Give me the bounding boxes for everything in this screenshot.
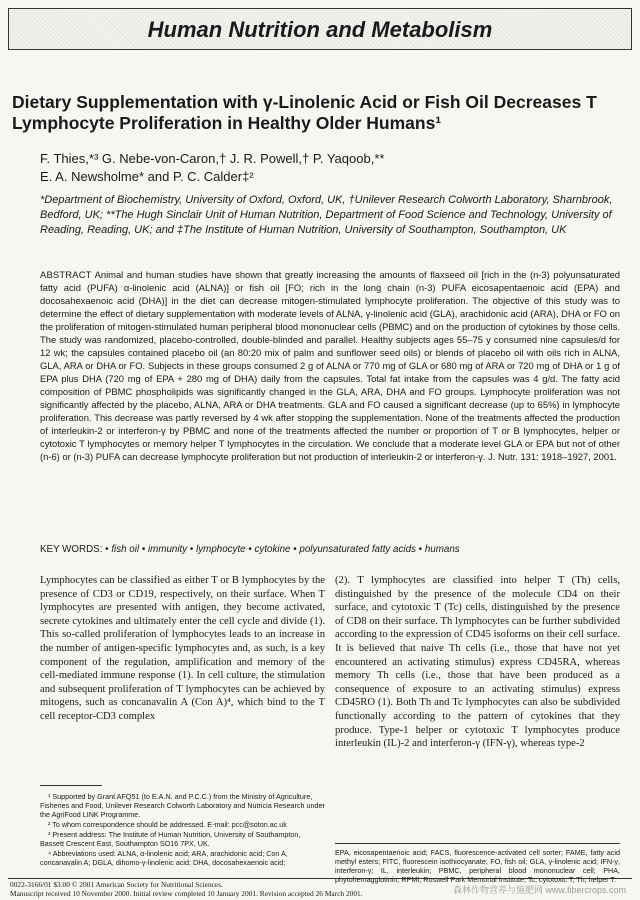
footnote: ² To whom correspondence should be addressed. E-mail: pcc@soton.ac.uk: [48, 820, 287, 829]
footnote: ³ Present address: The Institute of Human Nutrition, University of Southampton, Bassett Crescent East, Southampton SO16 7PX, UK.: [40, 830, 301, 848]
article-title: Dietary Supplementation with γ-Linolenic Acid or Fish Oil Decreases T Lymphocyte Proliferation in Healthy Older Humans¹: [12, 92, 597, 133]
keyword: fish oil: [111, 544, 140, 555]
body-column-left: Lymphocytes can be classified as either T or B lymphocytes by the presence of CD3 or CD19, respectively, on their surface. When T lymphocytes are presented with antigen, they become activated, secrete cytokines and ultimately enter the cell cycle and divide (1). This so-called proliferation of lymphocytes leads to an increase in the number of antigen-specific lymphocytes and, as such, is a key component of the regulation, amplification and memory of the cell-mediated immune response (1). In cell culture, the stimulation and subsequent proliferation of T lymphocytes can be achieved by mitogens, such as concanavalin A (Con A)⁴, which bind to the T cell receptor-CD3 complex: [40, 575, 325, 722]
abstract: [40, 268, 620, 463]
watermark: 森林作物营养与施肥网 www.fibercrops.com: [452, 885, 626, 895]
keyword: polyunsaturated fatty acids: [299, 544, 416, 555]
abstract-text: Animal and human studies have shown that greatly increasing the amounts of flaxseed oil [rich in the (n-3) polyunsaturated fatty acid (PUFA) α-linolenic acid (ALNA)] or fish oil [FO; rich in the long chain (n-3) PUFA eicosapentaenoic acid (EPA) and docosahexaenoic acid (DHA)] in the diet can decrease mitogen-stimulated lymphocyte proliferation. The objective of this study was to determine the effect of dietary supplementation with moderate levels of ALNA, γ-linolenic acid (GLA), arachidonic acid (ARA), DHA or FO on the proliferation of mitogen-stimulated human peripheral blood mononuclear cells (PBMC) and on the production of cytokines by those cells. The study was randomized, placebo-controlled, double-blinded and parallel. Healthy subjects ages 55–75 y consumed nine capsules/d for 12 wk; the capsules contained placebo oil (an 80:20 mix of palm and sunflower seed oils) or blends of placebo oil with oils rich in ALNA, GLA, ARA or DHA or FO. Subjects in these groups consumed 2 g of ALNA or 770 mg of GLA or 680 mg of ARA or 720 mg of DHA or 1 g of EPA plus DHA (720 mg of EPA + 280 mg of DHA) daily from the capsules. Total fat intake from the capsules was 4 g/d. The fatty acid composition of PBMC phospholipids was significantly changed in the GLA, ARA, DHA and FO groups. Lymphocyte proliferation was not significantly affected by the placebo, ALNA, ARA or DHA treatments. GLA and FO caused a significant decrease (up to 65%) in lymphocyte proliferation. This decrease was partly reversed by 4 wk after stopping the supplementation. None of the treatments affected the production of interleukin-2 or interferon-γ by PBMC and none of the treatments affected the number or proportion of T or B lymphocytes, helper or cytotoxic T lymphocytes or memory helper T lymphocytes in the circulation. We conclude that a moderate level GLA or EPA but not of other (n-6) or (n-3) PUFA can decrease lymphocyte proliferation but not production of interleukin-2 or interferon-γ.: [40, 269, 620, 462]
journal-banner: [8, 8, 632, 50]
affiliations: *Department of Biochemistry, University of Oxford, Oxford, UK, †Unilever Research Colworth Laboratory, Sharnbrook, Bedford, UK; **The Hugh Sinclair Unit of Human Nutrition, Department of Food Science and Technology, University of Reading, Reading, UK; and ‡The Institute of Human Nutrition, University of Southampton, Southampton, UK: [40, 194, 613, 236]
keywords-label: KEY WORDS:: [40, 544, 103, 555]
abstract-citation: J. Nutr. 131: 1918–1927, 2001.: [488, 451, 617, 462]
abstract-label: ABSTRACT: [40, 269, 92, 280]
manuscript-dates: Manuscript received 10 November 2000. Initial review completed 10 January 2001. Revision accepted 26 March 2001.: [10, 889, 363, 898]
authors-line-2: E. A. Newsholme* and P. C. Calder‡²: [40, 169, 254, 184]
authors-line-1: F. Thies,*³ G. Nebe-von-Caron,† J. R. Powell,† P. Yaqoob,**: [40, 151, 385, 166]
journal-title: Human Nutrition and Metabolism: [147, 17, 493, 42]
footnote: ¹ Supported by Grant AFQ51 (to E.A.N. and P.C.C.) from the Ministry of Agriculture, Fisheries and Food, Unilever Research Colworth Laboratory and Nutricia Research under the AgriFood LINK Programme.: [40, 792, 325, 819]
keyword: cytokine: [254, 544, 291, 555]
footnote-divider: [40, 785, 102, 786]
footnotes: [40, 792, 325, 868]
keyword: immunity: [147, 544, 188, 555]
copyright-line: 0022-3166/01 $3.00 © 2001 American Society for Nutritional Sciences.: [10, 880, 223, 889]
keywords: KEY WORDS: • fish oil • immunity • lymphocyte • cytokine • polyunsaturated fatty acids • humans: [40, 544, 460, 555]
abbreviations-continued: EPA, eicosapentaenoic acid; FACS, fluorescence-activated cell sorter; FAME, fatty acid methyl esters; FITC, fluorescein isothiocyanate; FO, fish oil; GLA, γ-linolenic acid; IFN-γ, interferon-γ; IL, interleukin; PBMC, peripheral blood mononuclear cell; PHA, phytohemagglutinin; RPMI, Roswell Park Memorial Institute; Tc, cytotoxic T; Th, helper T.: [335, 848, 620, 884]
abbreviations-divider: [335, 843, 620, 844]
keyword: lymphocyte: [196, 544, 246, 555]
keyword: humans: [424, 544, 460, 555]
footnote: ⁴ Abbreviations used: ALNA, α-linolenic acid; ARA, arachidonic acid; Con A, concanavalin A; DGLA, dihomo-γ-linolenic acid; DHA, docosahexaenoic acid;: [40, 849, 288, 867]
bottom-divider: [8, 878, 632, 879]
author-list: [40, 150, 620, 186]
body-column-right: (2). T lymphocytes are classified into helper T (Th) cells, distinguished by the presence of the molecule CD4 on their surface, and cytotoxic T (Tc) cells, distinguished by the presence of CD8 on their surface. Th lymphocytes can be further subdivided according to the expression of CD45 isoforms on their cell surface. It is believed that naive Th cells (i.e., those that have not yet encountered an activating stimulus) express CD45RA, whereas memory Th cells (i.e., those that have been produced as a consequence of exposure to an activating stimulus) express CD45RO (1). Both Th and Tc lymphocytes can also be subdivided functionally according to the pattern of cytokines that they produce. Type-1 helper or cytotoxic T lymphocytes produce interleukin (IL)-2 and interferon-γ (IFN-γ), whereas type-2: [335, 575, 620, 750]
